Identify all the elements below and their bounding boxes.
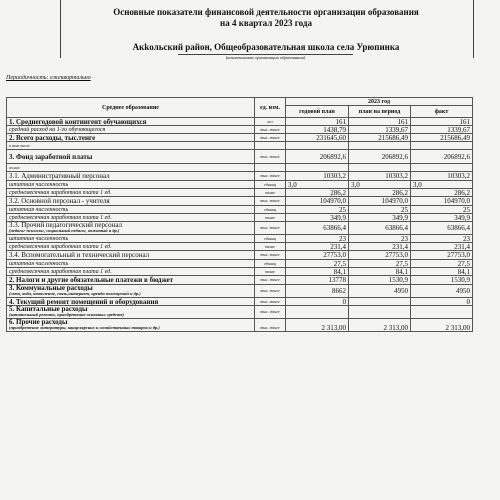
cell-plan: 23 bbox=[349, 235, 411, 243]
cell-plan: 3,0 bbox=[349, 181, 411, 189]
row-label-text: 2. Налоги и другие обязательные платежи в бюджет bbox=[9, 276, 174, 284]
cell-plan: 4950 bbox=[349, 285, 411, 298]
cell-plan: 286,2 bbox=[349, 189, 411, 197]
cell-annual: 27753,0 bbox=[286, 251, 349, 260]
cell-annual bbox=[286, 306, 349, 319]
row-label-text: 3.2. Основной персонал - учителя bbox=[9, 197, 110, 205]
row-unit: единиц bbox=[255, 206, 286, 214]
row-sublabel: (приобретение литературы, канцелярских и хозяйственных товаров и др.) bbox=[9, 325, 160, 330]
table-row bbox=[7, 118, 473, 126]
cell-plan: 25 bbox=[349, 206, 411, 214]
cell-fact bbox=[411, 142, 473, 150]
cell-plan: 84,1 bbox=[349, 268, 411, 276]
row-label bbox=[7, 306, 255, 319]
cell-fact: 206892,6 bbox=[411, 150, 473, 164]
row-label bbox=[7, 172, 255, 181]
table-row bbox=[7, 243, 473, 251]
row-label bbox=[7, 126, 255, 134]
col-header-fact: факт bbox=[411, 106, 473, 118]
cell-fact bbox=[411, 306, 473, 319]
row-label bbox=[7, 285, 255, 298]
cell-fact: 1339,67 bbox=[411, 126, 473, 134]
table-row bbox=[7, 206, 473, 214]
cell-plan: 27753,0 bbox=[349, 251, 411, 260]
row-sublabel: (капитальный ремонт, приобретение основных средств) bbox=[9, 312, 124, 317]
cell-annual: 27,5 bbox=[286, 260, 349, 268]
row-unit: тыс. тенге bbox=[255, 319, 286, 332]
table-row bbox=[7, 189, 473, 197]
cell-annual: 286,2 bbox=[286, 189, 349, 197]
cell-plan bbox=[349, 298, 411, 306]
cell-annual: 161 bbox=[286, 118, 349, 126]
table-row bbox=[7, 276, 473, 285]
cell-plan: 27,5 bbox=[349, 260, 411, 268]
cell-annual bbox=[286, 142, 349, 150]
cell-fact: 84,1 bbox=[411, 268, 473, 276]
cell-fact: 104970,0 bbox=[411, 197, 473, 206]
organization-caption: (наименование организации образования) bbox=[225, 55, 306, 60]
row-label-text: штатная численность bbox=[9, 181, 69, 188]
row-unit: тыс. тенге bbox=[255, 197, 286, 206]
cell-fact bbox=[411, 164, 473, 172]
table-row bbox=[7, 319, 473, 332]
row-unit: единиц bbox=[255, 235, 286, 243]
cell-plan: 1530,9 bbox=[349, 276, 411, 285]
row-sublabel: (педагог-психолог, социальный педагог, вожатый и др.) bbox=[9, 228, 120, 233]
table-row bbox=[7, 251, 473, 260]
row-label-text: 6. Прочие расходы bbox=[9, 318, 68, 326]
table-row bbox=[7, 134, 473, 142]
row-unit: тенге bbox=[255, 189, 286, 197]
table-row bbox=[7, 260, 473, 268]
cell-annual bbox=[286, 164, 349, 172]
row-label bbox=[7, 134, 255, 142]
row-unit: единиц bbox=[255, 181, 286, 189]
row-label bbox=[7, 142, 255, 150]
table-row bbox=[7, 172, 473, 181]
cell-annual: 349,9 bbox=[286, 214, 349, 222]
cell-annual: 13778 bbox=[286, 276, 349, 285]
row-label-text: в том числе: bbox=[9, 142, 31, 148]
cell-fact: 2 313,00 bbox=[411, 319, 473, 332]
organization-name: Акkольский район, Общеобразовательная школа села Урюпинка bbox=[132, 42, 400, 52]
col-header-year: 2023 год bbox=[286, 98, 473, 106]
row-unit: тенге bbox=[255, 243, 286, 251]
row-unit: тыс. тенге bbox=[255, 306, 286, 319]
col-header-unit: ед. изм. bbox=[255, 98, 286, 118]
row-label-text: 1. Среднегодовой контингент обучающихся bbox=[9, 117, 147, 126]
table-row bbox=[7, 214, 473, 222]
table-row bbox=[7, 150, 473, 164]
row-label-text: среднемесячная заработная плата 1 ед. bbox=[9, 268, 112, 275]
row-unit: тыс. тенге bbox=[255, 222, 286, 235]
cell-plan bbox=[349, 164, 411, 172]
row-label bbox=[7, 235, 255, 243]
cell-fact: 27,5 bbox=[411, 260, 473, 268]
row-label-text: штатная численность bbox=[9, 260, 69, 267]
report-period: на 4 квартал 2023 года bbox=[220, 18, 312, 28]
row-label-text: средний расход на 1-го обучающегося bbox=[9, 126, 106, 133]
row-label-text: 5. Капитальные расходы bbox=[9, 305, 88, 313]
row-label-text: штатная численность bbox=[9, 206, 69, 213]
cell-fact: 4950 bbox=[411, 285, 473, 298]
cell-plan bbox=[349, 142, 411, 150]
row-label-text: 4. Текущий ремонт помещений и оборудования bbox=[9, 297, 159, 306]
row-label bbox=[7, 319, 255, 332]
table-row bbox=[7, 306, 473, 319]
table-row bbox=[7, 126, 473, 134]
table-row bbox=[7, 142, 473, 150]
indicators-table bbox=[6, 97, 473, 332]
table-row bbox=[7, 181, 473, 189]
cell-annual: 84,1 bbox=[286, 268, 349, 276]
cell-fact: 25 bbox=[411, 206, 473, 214]
cell-fact: 23 bbox=[411, 235, 473, 243]
cell-plan: 10303,2 bbox=[349, 172, 411, 181]
cell-annual: 23 bbox=[286, 235, 349, 243]
row-label bbox=[7, 118, 255, 126]
row-unit: единиц bbox=[255, 260, 286, 268]
row-label-text: среднемесячная заработная плата 1 ед. bbox=[9, 189, 112, 196]
row-label-text: 3.1. Административный персонал bbox=[9, 172, 110, 180]
cell-fact: 286,2 bbox=[411, 189, 473, 197]
col-header-plan-period: план на период bbox=[349, 106, 411, 118]
cell-fact: 161 bbox=[411, 118, 473, 126]
cell-plan: 206892,6 bbox=[349, 150, 411, 164]
cell-plan: 2 313,00 bbox=[349, 319, 411, 332]
cell-fact: 27753,0 bbox=[411, 251, 473, 260]
cell-annual: 10303,2 bbox=[286, 172, 349, 181]
cell-plan: 104970,0 bbox=[349, 197, 411, 206]
cell-fact: 63866,4 bbox=[411, 222, 473, 235]
table-row bbox=[7, 164, 473, 172]
row-unit bbox=[255, 142, 286, 150]
row-unit bbox=[255, 164, 286, 172]
cell-annual: 3,0 bbox=[286, 181, 349, 189]
row-unit: тыс. тенге bbox=[255, 298, 286, 306]
table-row bbox=[7, 197, 473, 206]
cell-plan: 231,4 bbox=[349, 243, 411, 251]
cell-fact: 10303,2 bbox=[411, 172, 473, 181]
row-label-text: из них: bbox=[9, 164, 21, 170]
row-unit: тыс. тенге bbox=[255, 126, 286, 134]
table-row bbox=[7, 235, 473, 243]
row-label bbox=[7, 189, 255, 197]
row-label bbox=[7, 150, 255, 164]
table-row bbox=[7, 222, 473, 235]
row-label-text: 3. Коммунальные расходы bbox=[9, 284, 93, 292]
row-label bbox=[7, 243, 255, 251]
row-label-text: штатная численность bbox=[9, 235, 69, 242]
cell-fact: 231,4 bbox=[411, 243, 473, 251]
row-unit: чел bbox=[255, 118, 286, 126]
table-row bbox=[7, 285, 473, 298]
row-unit: тыс. тенге bbox=[255, 172, 286, 181]
cell-plan: 63866,4 bbox=[349, 222, 411, 235]
row-unit: тыс. тенге bbox=[255, 150, 286, 164]
row-label bbox=[7, 222, 255, 235]
row-label-text: 3.4. Вспомогательный и технический персонал bbox=[9, 251, 150, 259]
row-label bbox=[7, 260, 255, 268]
row-label bbox=[7, 164, 255, 172]
cell-plan: 161 bbox=[349, 118, 411, 126]
row-label bbox=[7, 214, 255, 222]
cell-annual: 231,4 bbox=[286, 243, 349, 251]
row-label bbox=[7, 251, 255, 260]
row-sublabel: (свет, вода, отопление, связь,интернет, аренда помещений и др.) bbox=[9, 291, 141, 296]
col-header-annual: годовой план bbox=[286, 106, 349, 118]
cell-plan bbox=[349, 306, 411, 319]
row-label bbox=[7, 206, 255, 214]
row-label-text: 3. Фонд заработной платы bbox=[9, 152, 93, 161]
row-unit: тенге bbox=[255, 214, 286, 222]
cell-annual: 231645,60 bbox=[286, 134, 349, 142]
row-label-text: среднемесячная заработная плата 1 ед. bbox=[9, 214, 112, 221]
row-unit: тыс. тенге bbox=[255, 134, 286, 142]
row-label bbox=[7, 268, 255, 276]
row-label bbox=[7, 197, 255, 206]
col-header-main: Среднее образование bbox=[7, 98, 255, 118]
cell-fact: 215686,49 bbox=[411, 134, 473, 142]
cell-fact: 0 bbox=[411, 298, 473, 306]
row-unit: тыс. тенге bbox=[255, 285, 286, 298]
cell-plan: 215686,49 bbox=[349, 134, 411, 142]
cell-fact: 349,9 bbox=[411, 214, 473, 222]
row-label-text: среднемесячная заработная плата 1 ед. bbox=[9, 243, 112, 250]
cell-annual: 8662 bbox=[286, 285, 349, 298]
cell-annual: 63866,4 bbox=[286, 222, 349, 235]
table-row bbox=[7, 268, 473, 276]
cell-plan: 1339,67 bbox=[349, 126, 411, 134]
row-label bbox=[7, 298, 255, 306]
report-title: Основные показатели финансовой деятельности организации образования bbox=[113, 7, 419, 17]
cell-annual: 25 bbox=[286, 206, 349, 214]
table-row bbox=[7, 298, 473, 306]
periodicity: Периодичность: ежеквартально bbox=[6, 75, 91, 81]
row-unit: тыс. тенге bbox=[255, 276, 286, 285]
row-label-text: 3.3. Прочий педагогический персонал bbox=[9, 221, 123, 229]
cell-annual: 2 313,00 bbox=[286, 319, 349, 332]
row-label-text: 2. Всего расходы, тыс.тенге bbox=[9, 133, 96, 142]
cell-annual: 0 bbox=[286, 298, 349, 306]
cell-annual: 104970,0 bbox=[286, 197, 349, 206]
cell-fact: 3,0 bbox=[411, 181, 473, 189]
cell-plan: 349,9 bbox=[349, 214, 411, 222]
cell-fact: 1530,9 bbox=[411, 276, 473, 285]
cell-annual: 206892,6 bbox=[286, 150, 349, 164]
row-unit: тыс. тенге bbox=[255, 251, 286, 260]
cell-annual: 1438,79 bbox=[286, 126, 349, 134]
row-unit: тенге bbox=[255, 268, 286, 276]
row-label bbox=[7, 276, 255, 285]
row-label bbox=[7, 181, 255, 189]
